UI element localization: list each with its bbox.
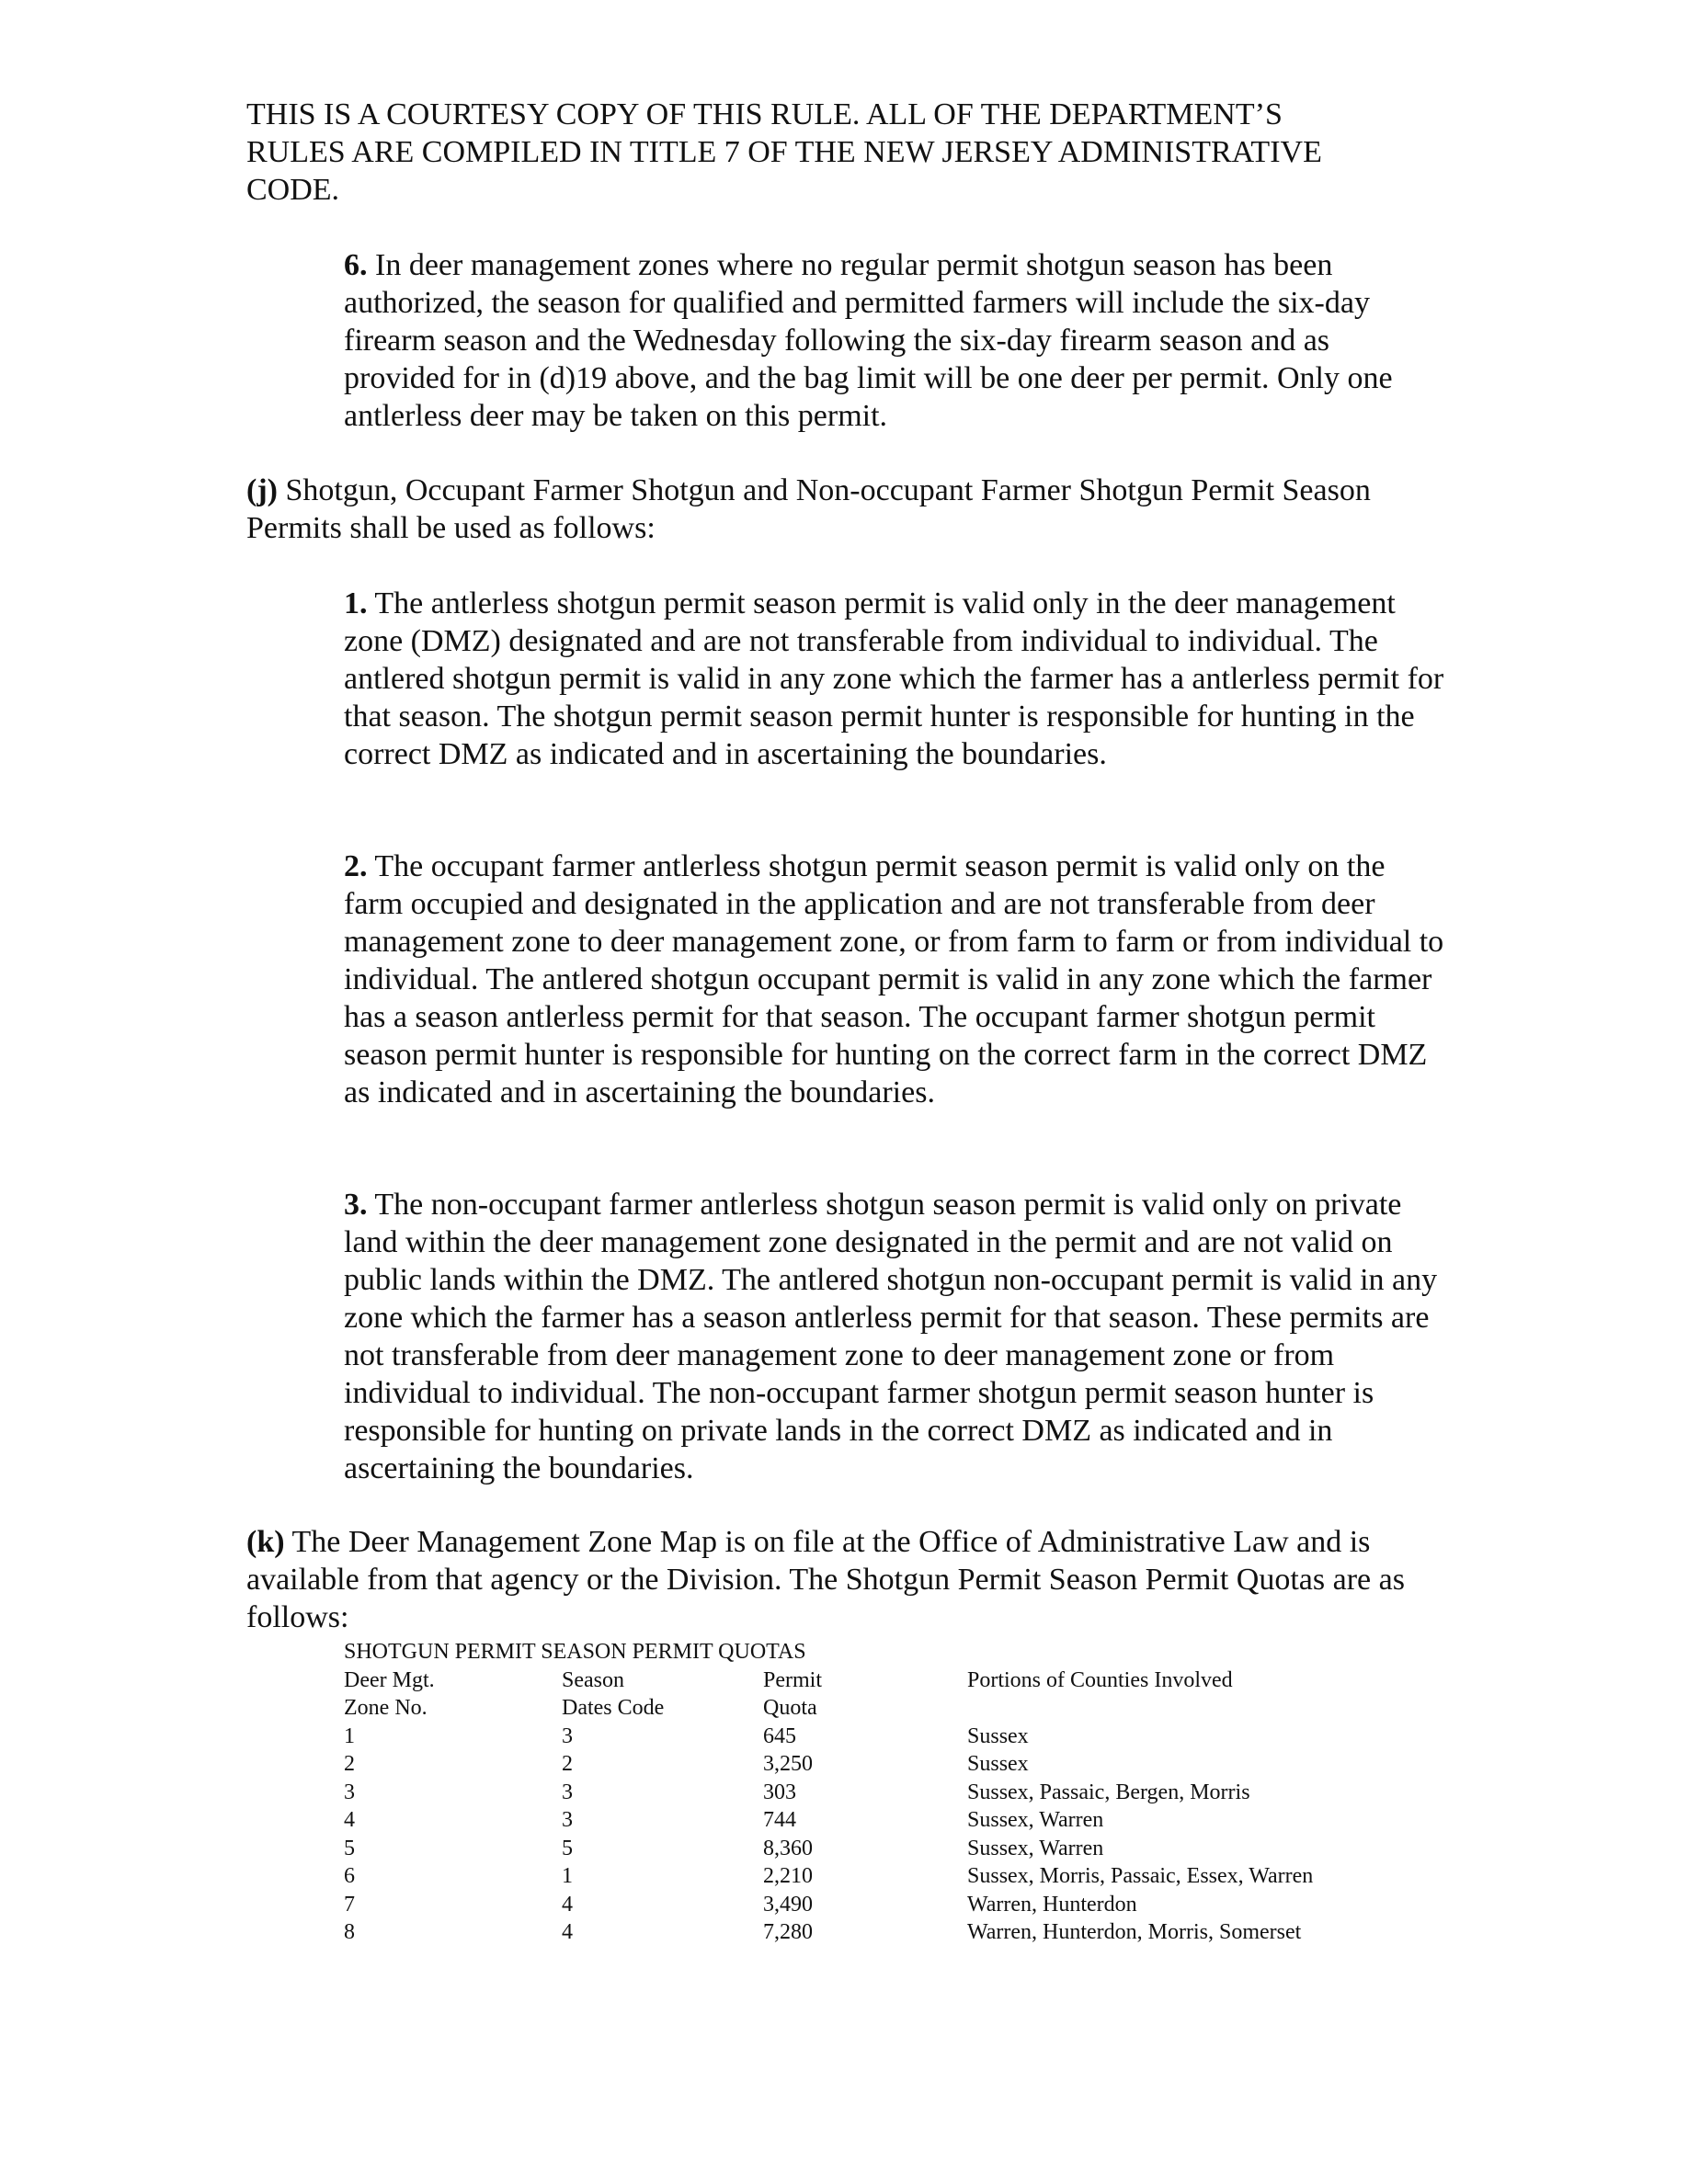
courtesy-line-1: THIS IS A COURTESY COPY OF THIS RULE. ALL OF THE DEPARTMENT’S xyxy=(246,97,1283,131)
header-cell: Zone No. xyxy=(344,1696,428,1720)
header-cell: Dates Code xyxy=(562,1696,665,1720)
counties-cell: Sussex, Warren xyxy=(967,1808,1104,1832)
season-code-cell: 3 xyxy=(562,1808,573,1832)
section-k-intro xyxy=(246,1523,1460,1636)
section-j-intro xyxy=(246,472,1460,547)
quota-cell: 744 xyxy=(763,1808,796,1832)
item-number: 1. xyxy=(344,586,368,620)
counties-cell: Sussex, Warren xyxy=(967,1836,1104,1860)
counties-cell: Sussex xyxy=(967,1723,1029,1748)
courtesy-line-2: RULES ARE COMPILED IN TITLE 7 OF THE NEW JERSEY ADMINISTRATIVE xyxy=(246,135,1322,169)
section-label: (k) xyxy=(246,1525,285,1559)
zone-cell: 5 xyxy=(344,1836,355,1860)
season-code-cell: 1 xyxy=(562,1864,573,1888)
section-label: (j) xyxy=(246,473,278,507)
item-text: The occupant farmer antlerless shotgun permit season permit is valid only on the farm occupied and designated in the application and are not transferable from deer management zone to deer management zone, or from farm to farm or from individual to individual. The antlered shotgun occupant permit is valid in any zone which the farmer has a season antlerless permit for that season. The occupant farmer shotgun permit season permit hunter is responsible for hunting on the correct farm in the correct DMZ as indicated and in ascertaining the boundaries. xyxy=(344,849,1444,1109)
zone-cell: 3 xyxy=(344,1780,355,1804)
quota-table-header-row xyxy=(344,1666,1447,1695)
quota-cell: 3,490 xyxy=(763,1892,813,1917)
paragraph-j-item-1 xyxy=(344,585,1447,773)
table-row xyxy=(344,1862,1447,1891)
quota-cell: 303 xyxy=(763,1780,796,1804)
paragraph-j-item-2 xyxy=(344,847,1447,1111)
item-number: 3. xyxy=(344,1188,368,1222)
season-code-cell: 4 xyxy=(562,1920,573,1944)
header-cell: Quota xyxy=(763,1696,817,1720)
header-cell: Portions of Counties Involved xyxy=(967,1667,1233,1692)
header-cell: Season xyxy=(562,1667,624,1692)
item-text: The antlerless shotgun permit season permit is valid only in the deer management zone (DMZ) designated and are not transferable from individual to individual. The antlered shotgun permit is valid in any zone which the farmer has a antlerless permit for that season. The shotgun permit season permit hunter is responsible for hunting in the correct DMZ as indicated and in ascertaining the boundaries. xyxy=(344,586,1444,771)
counties-cell: Warren, Hunterdon xyxy=(967,1892,1137,1917)
courtesy-line-3: CODE. xyxy=(246,173,340,207)
season-code-cell: 4 xyxy=(562,1892,573,1917)
quota-cell: 3,250 xyxy=(763,1752,813,1776)
table-row xyxy=(344,1723,1447,1751)
season-code-cell: 2 xyxy=(562,1752,573,1776)
counties-cell: Warren, Hunterdon, Morris, Somerset xyxy=(967,1920,1302,1944)
zone-cell: 6 xyxy=(344,1864,355,1888)
item-text: In deer management zones where no regular permit shotgun season has been authorized, the season for qualified and permitted farmers will include the six-day firearm season and the Wednesday following the six-day firearm season and as provided for in (d)19 above, and the bag limit will be one deer per permit. Only one antlerless deer may be taken on this permit. xyxy=(344,248,1393,433)
table-row xyxy=(344,1806,1447,1835)
item-number: 6. xyxy=(344,248,368,282)
table-row xyxy=(344,1918,1447,1947)
table-row xyxy=(344,1891,1447,1919)
item-text: The non-occupant farmer antlerless shotgun season permit is valid only on private land within the deer management zone designated in the permit and are not valid on public lands within the DMZ. The antlered shotgun non-occupant permit is valid in any zone which the farmer has a season antlerless permit for that season. These permits are not transferable from deer management zone to deer management zone or from individual to individual. The non-occupant farmer shotgun permit season hunter is responsible for hunting on private lands in the correct DMZ as indicated and in ascertaining the boundaries. xyxy=(344,1188,1438,1485)
quota-table-header-row xyxy=(344,1694,1447,1723)
section-text: The Deer Management Zone Map is on file at the Office of Administrative Law and is available from that agency or the Division. The Shotgun Permit Season Permit Quotas are as follows: xyxy=(246,1525,1405,1634)
table-row xyxy=(344,1835,1447,1863)
counties-cell: Sussex, Morris, Passaic, Essex, Warren xyxy=(967,1864,1314,1888)
paragraph-j-item-3 xyxy=(344,1186,1447,1487)
quota-cell: 8,360 xyxy=(763,1836,813,1860)
table-row xyxy=(344,1750,1447,1779)
paragraph-item-6 xyxy=(344,246,1447,435)
quota-cell: 645 xyxy=(763,1723,796,1748)
section-text: Shotgun, Occupant Farmer Shotgun and Non-occupant Farmer Shotgun Permit Season Permits shall be used as follows: xyxy=(246,473,1371,545)
quota-table-title: SHOTGUN PERMIT SEASON PERMIT QUOTAS xyxy=(344,1640,806,1664)
season-code-cell: 3 xyxy=(562,1780,573,1804)
counties-cell: Sussex xyxy=(967,1752,1029,1776)
header-cell: Deer Mgt. xyxy=(344,1667,435,1692)
header-cell: Permit xyxy=(763,1667,822,1692)
quota-table-title-row xyxy=(344,1638,1447,1666)
season-code-cell: 3 xyxy=(562,1723,573,1748)
counties-cell: Sussex, Passaic, Bergen, Morris xyxy=(967,1780,1250,1804)
zone-cell: 2 xyxy=(344,1752,355,1776)
season-code-cell: 5 xyxy=(562,1836,573,1860)
quota-table xyxy=(344,1638,1447,1947)
courtesy-notice xyxy=(246,96,1552,209)
zone-cell: 4 xyxy=(344,1808,355,1832)
table-row xyxy=(344,1779,1447,1807)
quota-cell: 7,280 xyxy=(763,1920,813,1944)
quota-cell: 2,210 xyxy=(763,1864,813,1888)
zone-cell: 7 xyxy=(344,1892,355,1917)
item-number: 2. xyxy=(344,849,368,883)
zone-cell: 1 xyxy=(344,1723,355,1748)
zone-cell: 8 xyxy=(344,1920,355,1944)
